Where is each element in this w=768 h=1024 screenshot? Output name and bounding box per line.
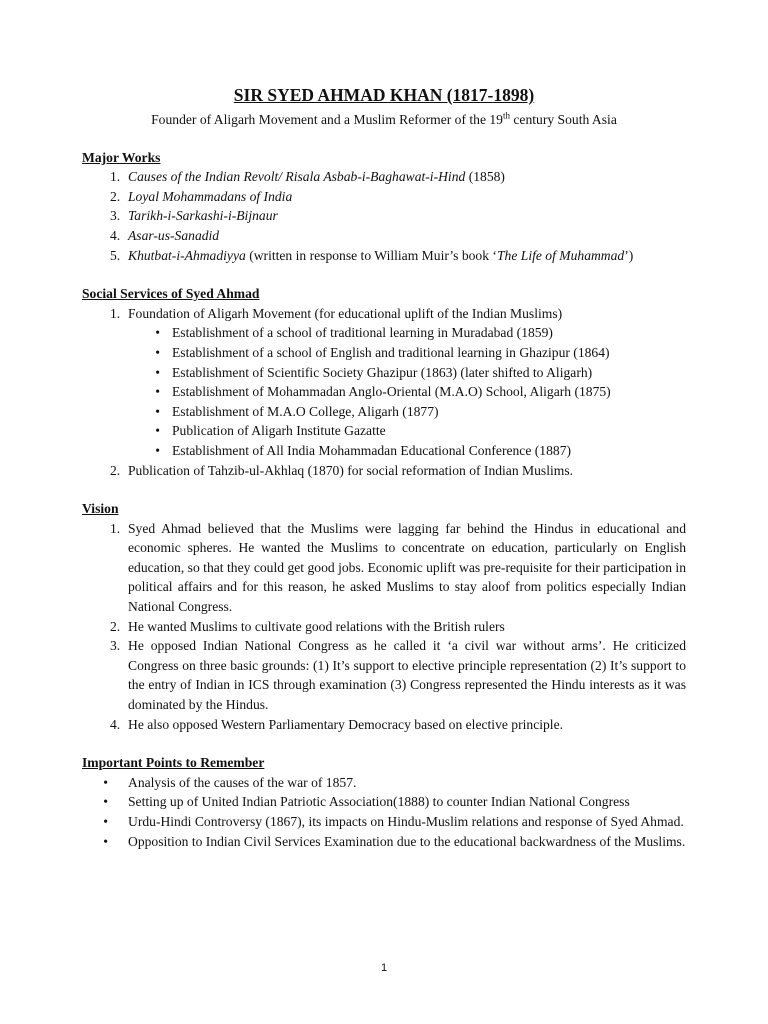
list-item [82,206,686,226]
list-item [82,832,686,852]
item-number: 2. [110,188,121,204]
vision-list [82,519,686,735]
item-number: 1. [110,305,121,321]
important-points-heading: Important Points to Remember [82,755,265,771]
list-item [82,421,686,441]
bullet-icon: • [103,833,108,849]
document-page [82,84,686,870]
bullet-icon: • [155,403,160,419]
page-number: 1 [380,962,388,974]
item-text: Establishment of Mohammadan Anglo-Oriental (M.A.O) School, Aligarh (1875) [172,384,611,400]
subtitle-superscript: th [502,110,510,121]
bullet-icon: • [155,384,160,400]
list-item [82,461,686,481]
list-item [82,792,686,812]
item-text: Urdu-Hindi Controversy (1867), its impacts on Hindu-Muslim relations and response of Syed Ahmad. [128,814,684,829]
item-text: Establishment of a school of traditional learning in Muradabad (1859) [172,325,553,341]
item-text: Establishment of All India Mohammadan Educational Conference (1887) [172,442,572,458]
work-title: Loyal Mohammadans of India [128,188,293,204]
bullet-icon: • [103,794,108,810]
item-text: Analysis of the causes of the war of 1857. [128,774,357,790]
list-item [82,715,686,735]
item-text: Establishment of a school of English and traditional learning in Ghazipur (1864) [172,344,610,360]
vision-section [82,499,686,734]
work-title: Causes of the Indian Revolt/ Risala Asbab-i-Baghawat-i-Hind [128,169,466,185]
social-services-bullets [82,323,686,460]
bullet-icon: • [155,344,160,360]
item-number: 2. [110,618,121,634]
item-number: 5. [110,247,121,263]
list-item [82,363,686,383]
major-works-heading: Major Works [82,149,161,165]
major-works-list [82,167,686,265]
list-item [82,812,686,832]
item-number: 2. [110,462,121,478]
list-item [82,304,686,324]
page-title: SIR SYED AHMAD KHAN (1817-1898) [233,85,535,105]
item-text: Publication of Aligarh Institute Gazatte [172,423,386,439]
work-detail: (written in response to William Muir’s book ‘ [245,247,497,263]
list-item [82,323,686,343]
item-number: 3. [110,208,121,224]
item-text: He wanted Muslims to cultivate good relations with the British rulers [128,618,505,634]
major-works-section [82,148,686,266]
subtitle-text: Founder of Aligarh Movement and a Muslim Reformer of the 19 [151,112,503,127]
page-subtitle [82,110,686,130]
work-title: Tarikh-i-Sarkashi-i-Bijnaur [128,208,278,224]
item-number: 4. [110,227,121,243]
item-number: 4. [110,716,121,732]
list-item [82,773,686,793]
item-text: He opposed Indian National Congress as he called it ‘a civil war without arms’. He criticized Congress on three basic grounds: (1) It’s support to elective principle representation (2) It’s support to the entry of Indian in ICS through examination (3) Congress represented the Hindu interests as it was dominated by the Hindus. [128,638,686,713]
list-item [82,246,686,266]
item-number: 3. [110,638,121,654]
item-text: Publication of Tahzib-ul-Akhlaq (1870) for social reformation of Indian Muslims. [128,462,574,478]
list-item [82,402,686,422]
list-item [82,382,686,402]
work-title: Khutbat-i-Ahmadiyya [128,247,246,263]
bullet-icon: • [103,774,108,790]
list-item [82,226,686,246]
list-item [82,167,686,187]
work-detail-end: ’) [624,247,634,263]
item-text: Syed Ahmad believed that the Muslims were lagging far behind the Hindus in educational and economic spheres. He wanted the Muslims to concentrate on education, particularly on English education, so that they could get good jobs. Economic uplift was pre-requisite for their participation in political affairs and for this reason, he asked Muslims to stay aloof from politics especially Indian National Congress. [128,520,686,615]
item-number: 1. [110,169,121,185]
work-title: Asar-us-Sanadid [128,227,220,243]
work-detail: (1858) [465,169,505,185]
list-item [82,617,686,637]
bullet-icon: • [155,364,160,380]
list-item [82,519,686,617]
item-text: He also opposed Western Parliamentary Democracy based on elective principle. [128,716,564,732]
item-text: Setting up of United Indian Patriotic Association(1888) to counter Indian National Congress [128,794,630,810]
social-services-heading: Social Services of Syed Ahmad [82,286,260,302]
list-item [82,187,686,207]
list-item [82,636,686,714]
social-services-section [82,284,686,480]
list-item [82,343,686,363]
bullet-icon: • [155,325,160,341]
bullet-icon: • [103,814,108,829]
item-text: Foundation of Aligarh Movement (for educational uplift of the Indian Muslims) [128,305,563,321]
item-text: Establishment of Scientific Society Ghazipur (1863) (later shifted to Aligarh) [172,364,593,380]
item-number: 1. [110,520,121,536]
bullet-icon: • [155,442,160,458]
item-text: Opposition to Indian Civil Services Examination due to the educational backwardness of the Muslims. [128,833,686,849]
subtitle-text-end: century South Asia [510,112,617,127]
important-points-section [82,753,686,851]
vision-heading: Vision [82,501,119,517]
bullet-icon: • [155,423,160,439]
work-title-referenced: The Life of Muhammad [496,247,625,263]
list-item [82,441,686,461]
item-text: Establishment of M.A.O College, Aligarh (1877) [172,403,439,419]
